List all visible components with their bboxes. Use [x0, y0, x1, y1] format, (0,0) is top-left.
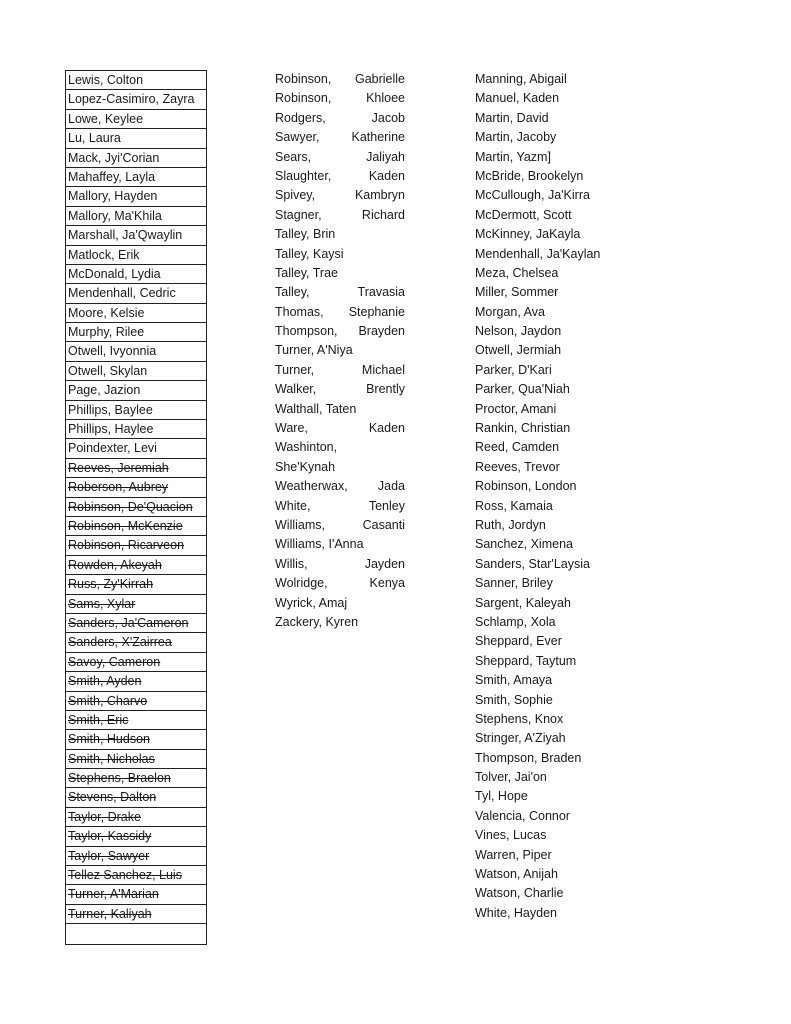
table-cell: Stephens, Braelon: [66, 769, 206, 788]
last-name: Robinson,: [275, 72, 332, 86]
list-item: Smith, Sophie: [475, 692, 553, 707]
first-name: Casanti: [362, 517, 405, 532]
table-cell: Smith, Eric: [66, 711, 206, 730]
table-cell: Smith, Nicholas: [66, 750, 206, 769]
list-item: Tolver, Jai'on: [475, 770, 547, 785]
last-name: White,: [275, 498, 311, 513]
table-cell: Reeves, Jeremiah: [66, 459, 206, 478]
list-item: [275, 400, 405, 419]
first-name: Khloee: [366, 91, 405, 106]
table-cell: Mendenhall, Cedric: [66, 284, 206, 303]
list-item: [275, 613, 405, 632]
list-item: Schlamp, Xola: [475, 614, 556, 629]
list-item: [275, 458, 405, 477]
first-name: Jada: [377, 479, 405, 494]
table-cell: [66, 924, 206, 943]
table-cell: Mack, Jyi'Corian: [66, 149, 206, 168]
list-item: [275, 186, 405, 205]
list-item: [275, 341, 405, 360]
list-item: [275, 128, 405, 147]
table-cell: Savoy, Cameron: [66, 653, 206, 672]
table-cell: Rowden, Akeyah: [66, 556, 206, 575]
list-item: [275, 419, 405, 438]
last-name: Walker,: [275, 382, 317, 397]
list-item: Sanchez, Ximena: [475, 537, 573, 552]
last-name: Wyrick, Amaj: [275, 595, 348, 610]
first-name: Travasia: [357, 285, 405, 300]
name-list-column-2: [275, 70, 405, 632]
last-name: Walthall, Taten: [275, 401, 357, 416]
first-name: Katherine: [351, 130, 405, 145]
list-item: Martin, Yazm]: [475, 149, 551, 164]
last-name: Turner, A'Niya: [275, 343, 353, 358]
list-item: Mendenhall, Ja'Kaylan: [475, 246, 601, 261]
list-item: White, Hayden: [475, 905, 557, 920]
list-item: Reed, Camden: [475, 440, 560, 455]
list-item: Tyl, Hope: [475, 789, 528, 804]
list-item: Martin, David: [475, 110, 549, 125]
list-item: [275, 167, 405, 186]
list-item: Rankin, Christian: [475, 421, 571, 436]
first-name: Gabrielle: [354, 72, 405, 86]
last-name: Talley, Brin: [275, 227, 336, 242]
list-item: Watson, Anijah: [475, 867, 558, 882]
last-name: Spivey,: [275, 188, 316, 203]
list-item: [275, 225, 405, 244]
list-item: Manuel, Kaden: [475, 91, 560, 106]
first-name: Jayden: [364, 556, 405, 571]
table-cell: Robinson, McKenzie: [66, 517, 206, 536]
list-item: Reeves, Trevor: [475, 459, 560, 474]
table-cell: Roberson, Aubrey: [66, 478, 206, 497]
last-name: Rodgers,: [275, 110, 326, 125]
last-name: Williams, I'Anna: [275, 537, 364, 552]
table-cell: Mahaffey, Layla: [66, 168, 206, 187]
table-cell: Sanders, X'Zairrea: [66, 633, 206, 652]
list-item: [275, 497, 405, 516]
first-name: Richard: [361, 207, 405, 222]
table-cell: Mallory, Ma'Khila: [66, 207, 206, 226]
first-name: Kaden: [368, 168, 405, 183]
table-cell: Robinson, De'Quacion: [66, 498, 206, 517]
list-item: [275, 89, 405, 108]
last-name: Ware,: [275, 421, 308, 436]
list-item: Robinson, London: [475, 479, 577, 494]
table-cell: McDonald, Lydia: [66, 265, 206, 284]
table-cell: Stevens, Dalton: [66, 788, 206, 807]
table-cell: Phillips, Baylee: [66, 401, 206, 420]
list-item: McCullough, Ja'Kirra: [475, 188, 590, 203]
last-name: Robinson,: [275, 91, 332, 106]
last-name: Sears,: [275, 149, 312, 164]
list-item: Sanner, Briley: [475, 576, 553, 591]
list-item: McBride, Brookelyn: [475, 168, 584, 183]
table-cell: Russ, Zy'Kirrah: [66, 575, 206, 594]
table-cell: Sanders, Ja'Cameron: [66, 614, 206, 633]
list-item: [275, 70, 405, 89]
last-name: Sawyer,: [275, 130, 320, 145]
last-name: Slaughter,: [275, 168, 332, 183]
last-name: Talley, Kaysi: [275, 246, 344, 261]
list-item: Thompson, Braden: [475, 750, 582, 765]
table-cell: Mallory, Hayden: [66, 187, 206, 206]
list-item: Meza, Chelsea: [475, 265, 559, 280]
list-item: [275, 516, 405, 535]
first-name: Kenya: [369, 576, 405, 591]
first-name: Brently: [366, 382, 405, 397]
list-item: Otwell, Jermiah: [475, 343, 562, 358]
list-item: Vines, Lucas: [475, 828, 547, 843]
list-item: Watson, Charlie: [475, 886, 564, 901]
list-item: Parker, Qua'Niah: [475, 382, 570, 397]
table-cell: Phillips, Haylee: [66, 420, 206, 439]
table-cell: Murphy, Rilee: [66, 323, 206, 342]
list-item: [275, 380, 405, 399]
table-cell: Lopez-Casimiro, Zayra: [66, 90, 206, 109]
list-item: McKinney, JaKayla: [475, 227, 581, 242]
last-name: Talley, Trae: [275, 265, 338, 280]
table-cell: Robinson, Ricarveon: [66, 536, 206, 555]
name-table-column-1: [65, 70, 207, 945]
table-cell: Taylor, Drake: [66, 808, 206, 827]
table-cell: Smith, Ayden: [66, 672, 206, 691]
list-item: Ruth, Jordyn: [475, 517, 546, 532]
last-name: She'Kynah: [275, 459, 336, 474]
table-cell: Taylor, Sawyer: [66, 847, 206, 866]
list-item: McDermott, Scott: [475, 207, 572, 222]
list-item: Stringer, A'Ziyah: [475, 731, 566, 746]
table-cell: Moore, Kelsie: [66, 304, 206, 323]
list-item: Morgan, Ava: [475, 304, 545, 319]
first-name: Jaliyah: [366, 149, 405, 164]
list-item: [275, 283, 405, 302]
first-name: Kambryn: [354, 188, 405, 203]
list-item: [275, 264, 405, 283]
list-item: [275, 477, 405, 496]
last-name: Washinton,: [275, 440, 338, 455]
last-name: Willis,: [275, 556, 308, 571]
list-item: [275, 322, 405, 341]
list-item: Ross, Kamaia: [475, 498, 553, 513]
table-cell: Turner, A'Marian: [66, 885, 206, 904]
table-cell: Otwell, Skylan: [66, 362, 206, 381]
list-item: [275, 574, 405, 593]
last-name: Thompson,: [275, 324, 338, 339]
list-item: [275, 535, 405, 554]
first-name: Michael: [361, 362, 405, 377]
list-item: [275, 303, 405, 322]
list-item: Warren, Piper: [475, 847, 552, 862]
list-item: Manning, Abigail: [475, 72, 567, 86]
list-item: Valencia, Connor: [475, 808, 570, 823]
table-cell: Lewis, Colton: [66, 71, 206, 90]
list-item: Smith, Amaya: [475, 673, 553, 688]
last-name: Williams,: [275, 517, 325, 532]
first-name: Kaden: [368, 421, 405, 436]
first-name: Brayden: [358, 324, 405, 339]
last-name: Stagner,: [275, 207, 322, 222]
list-item: Stephens, Knox: [475, 711, 564, 726]
first-name: Tenley: [368, 498, 405, 513]
last-name: Thomas,: [275, 304, 324, 319]
list-item: [275, 594, 405, 613]
last-name: Weatherwax,: [275, 479, 348, 494]
table-cell: Sams, Xylar: [66, 595, 206, 614]
table-cell: Poindexter, Levi: [66, 439, 206, 458]
list-item: Sheppard, Ever: [475, 634, 562, 649]
list-item: Martin, Jacoby: [475, 130, 557, 145]
list-item: Proctor, Amani: [475, 401, 557, 416]
table-cell: Lowe, Keylee: [66, 110, 206, 129]
table-cell: Matlock, Erik: [66, 246, 206, 265]
list-item: Sheppard, Taytum: [475, 653, 577, 668]
list-item: [275, 438, 405, 457]
list-item: Nelson, Jaydon: [475, 324, 562, 339]
table-cell: Smith, Charvo: [66, 692, 206, 711]
table-cell: Otwell, Ivyonnia: [66, 342, 206, 361]
list-item: Sargent, Kaleyah: [475, 595, 571, 610]
last-name: Turner,: [275, 362, 315, 377]
first-name: Stephanie: [348, 304, 405, 319]
list-item: [275, 206, 405, 225]
list-item: Miller, Sommer: [475, 285, 559, 300]
table-cell: Turner, Kaliyah: [66, 905, 206, 924]
table-cell: Taylor, Kassidy: [66, 827, 206, 846]
first-name: Jacob: [371, 110, 405, 125]
list-item: Sanders, Star'Laysia: [475, 556, 590, 571]
list-item: [275, 245, 405, 264]
table-cell: Page, Jazion: [66, 381, 206, 400]
list-item: [275, 109, 405, 128]
list-item: [275, 361, 405, 380]
table-cell: Tellez Sanchez, Luis: [66, 866, 206, 885]
list-item: Parker, D'Kari: [475, 362, 552, 377]
list-item: [275, 148, 405, 167]
table-cell: Lu, Laura: [66, 129, 206, 148]
last-name: Talley,: [275, 285, 310, 300]
last-name: Wolridge,: [275, 576, 328, 591]
table-cell: Smith, Hudson: [66, 730, 206, 749]
table-cell: Marshall, Ja'Qwaylin: [66, 226, 206, 245]
name-list-column-3: [475, 70, 635, 923]
last-name: Zackery, Kyren: [275, 614, 359, 629]
list-item: [275, 555, 405, 574]
